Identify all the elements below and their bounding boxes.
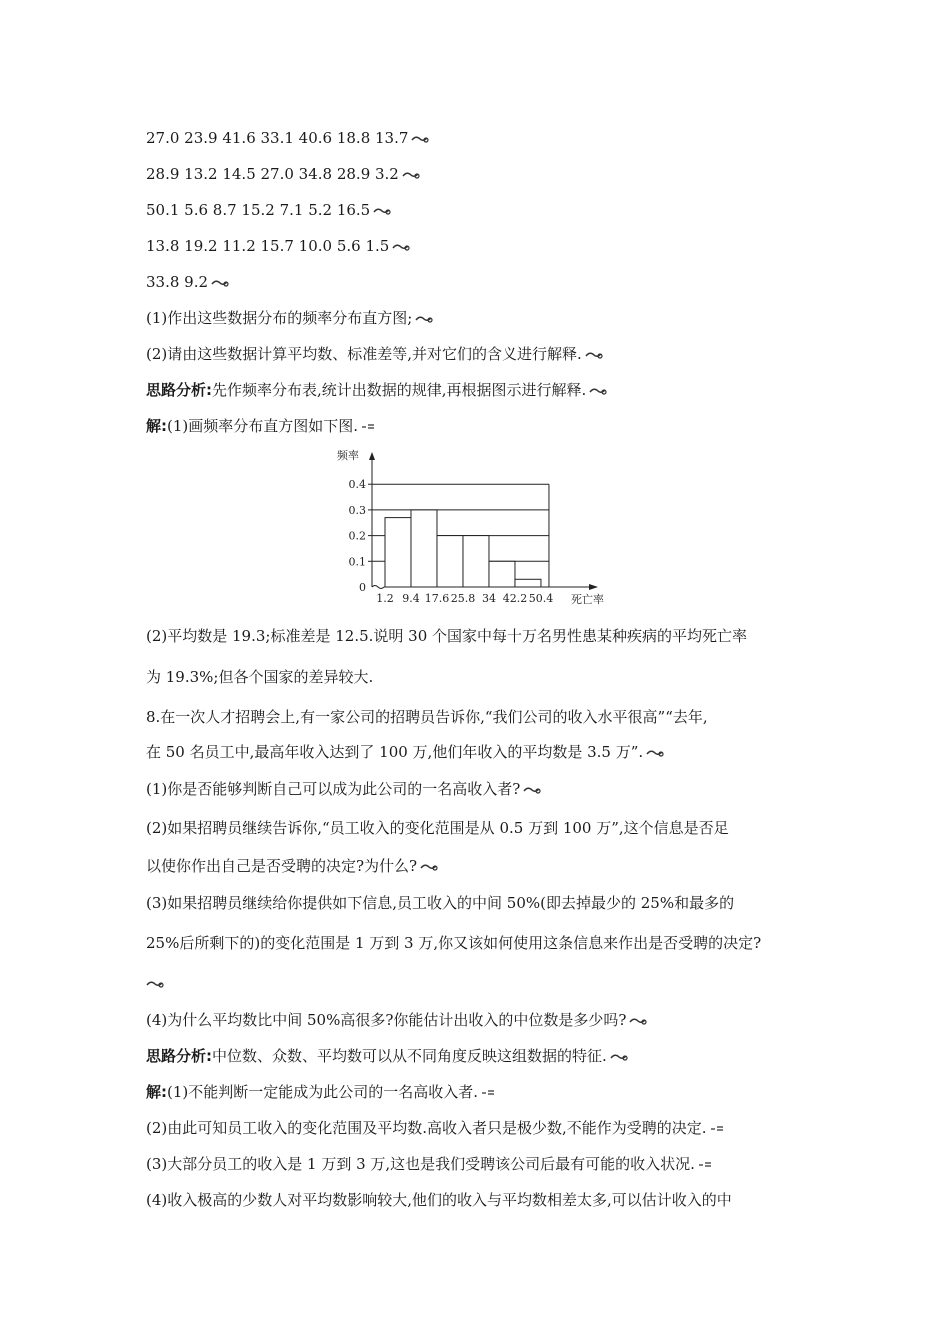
x-tick-label: 34 <box>481 592 496 605</box>
q7-item-1: (1)作出这些数据分布的频率分布直方图; <box>146 308 433 328</box>
axis-break-icon <box>372 586 384 589</box>
chart-bars <box>385 510 541 587</box>
histogram-bar <box>385 518 411 587</box>
q7-solution: 解:(1)画频率分布直方图如下图. <box>146 416 379 436</box>
return-mark-icon <box>415 314 433 324</box>
y-tick-label: 0.2 <box>348 529 366 543</box>
q7-answer-2-line-2: 为 19.3%;但各个国家的差异较大. <box>146 668 374 686</box>
data-row-2: 28.9 13.2 14.5 27.0 34.8 28.9 3.2 <box>146 164 420 184</box>
y-tick-label: 0.1 <box>348 555 366 569</box>
q8-stem-line-2: 在 50 名员工中,最高年收入达到了 100 万,他们年收入的平均数是 3.5 万”. <box>146 742 664 762</box>
data-row-5: 33.8 9.2 <box>146 272 229 292</box>
q8-item-2-line-1: (2)如果招聘员继续告诉你,“员工收入的变化范围是从 0.5 万到 100 万”,这个信息是否足 <box>146 819 729 837</box>
q8-solution-2: (2)由此可知员工收入的变化范围及平均数.高收入者只是极少数,不能作为受聘的决定. <box>146 1118 728 1138</box>
paragraph-mark-icon <box>698 1160 716 1170</box>
return-mark-icon <box>629 1016 647 1026</box>
y-tick-label: 0.4 <box>348 478 366 492</box>
y-axis-arrow-icon <box>369 452 375 460</box>
histogram-bar <box>463 536 489 587</box>
q7-item-2: (2)请由这些数据计算平均数、标准差等,并对它们的含义进行解释. <box>146 344 603 364</box>
x-tick-label: 9.4 <box>402 592 420 605</box>
data-row-1: 27.0 23.9 41.6 33.1 40.6 18.8 13.7 <box>146 128 429 148</box>
x-tick-label: 17.6 <box>424 592 450 605</box>
x-axis-label: 死亡率 <box>571 593 604 606</box>
data-row-3: 50.1 5.6 8.7 15.2 7.1 5.2 16.5 <box>146 200 391 220</box>
q8-item-4: (4)为什么平均数比中间 50%高很多?你能估计出收入的中位数是多少吗? <box>146 1010 647 1030</box>
frequency-histogram <box>335 446 615 616</box>
q8-solution-1: 解:(1)不能判断一定能成为此公司的一名高收入者. <box>146 1082 499 1102</box>
q8-stem-line-1: 8.在一次人才招聘会上,有一家公司的招聘员告诉你,“我们公司的收入水平很高”“去年, <box>146 708 708 726</box>
q8-solution-4: (4)收入极高的少数人对平均数影响较大,他们的收入与平均数相差太多,可以估计收入的中 <box>146 1191 732 1209</box>
return-mark-icon <box>373 206 391 216</box>
return-mark-icon <box>585 350 603 360</box>
return-mark-icon <box>589 386 607 396</box>
q8-analysis: 思路分析:中位数、众数、平均数可以从不同角度反映这组数据的特征. <box>146 1046 628 1066</box>
histogram-bar <box>437 536 463 587</box>
paragraph-mark-icon <box>481 1088 499 1098</box>
y-tick-label: 0 <box>359 581 366 594</box>
x-tick-label: 50.4 <box>528 592 554 605</box>
return-mark-icon <box>146 979 164 989</box>
q8-item-3-line-2: 25%后所剩下的)的变化范围是 1 万到 3 万,你又该如何使用这条信息来作出是否受聘的决定? <box>146 934 762 952</box>
histogram-bar <box>411 510 437 587</box>
q8-item-1: (1)你是否能够判断自己可以成为此公司的一名高收入者? <box>146 779 541 799</box>
q8-solution-3: (3)大部分员工的收入是 1 万到 3 万,这也是我们受聘该公司后最有可能的收入状况. <box>146 1154 716 1174</box>
return-mark-icon <box>392 242 410 252</box>
x-tick-label: 1.2 <box>376 592 394 605</box>
return-mark-icon <box>411 134 429 144</box>
q7-analysis: 思路分析:先作频率分布表,统计出数据的规律,再根据图示进行解释. <box>146 380 607 400</box>
histogram-bar <box>515 579 541 587</box>
x-tick-label: 42.2 <box>502 592 528 605</box>
return-mark-icon <box>420 862 438 872</box>
return-mark-icon <box>523 785 541 795</box>
y-tick-label: 0.3 <box>348 503 366 517</box>
q8-item-2-line-2: 以使你作出自己是否受聘的决定?为什么? <box>146 856 438 876</box>
data-row-4: 13.8 19.2 11.2 15.7 10.0 5.6 1.5 <box>146 236 410 256</box>
y-axis-label: 频率 <box>337 449 359 462</box>
return-mark-icon <box>610 1052 628 1062</box>
histogram-bar <box>489 561 515 587</box>
x-axis-arrow-icon <box>589 584 598 590</box>
q8-item-3-line-1: (3)如果招聘员继续给你提供如下信息,员工收入的中间 50%(即去掉最少的 25%和最多的 <box>146 894 735 912</box>
paragraph-mark-icon <box>710 1124 728 1134</box>
return-mark-icon <box>646 748 664 758</box>
paragraph-mark-icon <box>361 422 379 432</box>
x-tick-label: 25.8 <box>450 592 476 605</box>
q7-answer-2-line-1: (2)平均数是 19.3;标准差是 12.5.说明 30 个国家中每十万名男性患某种疾病的平均死亡率 <box>146 627 748 645</box>
return-mark-icon <box>211 278 229 288</box>
q8-item-3-mark <box>146 973 164 993</box>
return-mark-icon <box>402 170 420 180</box>
